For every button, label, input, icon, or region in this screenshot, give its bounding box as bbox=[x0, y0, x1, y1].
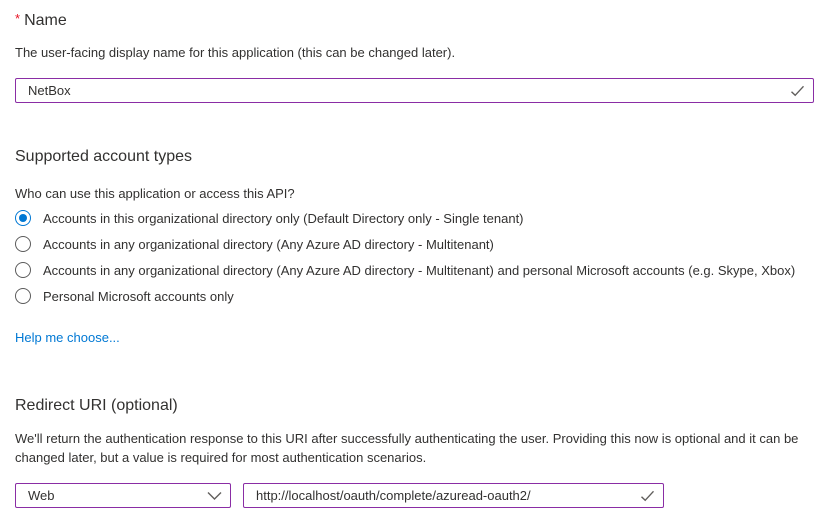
platform-select-value: Web bbox=[28, 488, 55, 503]
app-registration-form bbox=[0, 11, 829, 508]
account-types-radio-group bbox=[15, 210, 814, 304]
radio-button-icon[interactable] bbox=[15, 210, 31, 226]
redirect-uri-description: We'll return the authentication response to this URI after successfully authenticating the user. Providing this now is optional and it can be changed later, but a value is required for most authentication scenarios. bbox=[15, 431, 799, 465]
redirect-uri-controls bbox=[15, 483, 814, 508]
radio-button-icon[interactable] bbox=[15, 262, 31, 278]
radio-option-single-tenant[interactable] bbox=[15, 210, 814, 226]
radio-option-label: Accounts in this organizational directory only (Default Directory only - Single tenant) bbox=[43, 210, 524, 226]
uri-input-wrap bbox=[243, 483, 664, 508]
account-types-section-title: Supported account types bbox=[15, 148, 193, 165]
chevron-down-icon[interactable] bbox=[207, 491, 222, 500]
name-input[interactable] bbox=[15, 78, 814, 103]
radio-option-personal-only[interactable] bbox=[15, 288, 814, 304]
name-description: The user-facing display name for this application (this can be changed later). bbox=[15, 45, 456, 60]
radio-option-label: Accounts in any organizational directory (Any Azure AD directory - Multitenant) and personal Microsoft accounts (e.g. Skype, Xbox) bbox=[43, 262, 796, 278]
required-asterisk: * bbox=[15, 11, 21, 26]
radio-option-multitenant-personal[interactable] bbox=[15, 262, 814, 278]
radio-option-label: Accounts in any organizational directory (Any Azure AD directory - Multitenant) bbox=[43, 236, 494, 252]
redirect-uri-section-title: Redirect URI (optional) bbox=[15, 397, 178, 414]
help-me-choose-link[interactable]: Help me choose... bbox=[15, 330, 120, 345]
account-types-question: Who can use this application or access this API? bbox=[15, 186, 295, 201]
name-section-title-text: Name bbox=[24, 12, 67, 29]
radio-button-icon[interactable] bbox=[15, 288, 31, 304]
name-section-title bbox=[15, 11, 814, 31]
platform-select[interactable] bbox=[15, 483, 231, 508]
platform-select-wrap bbox=[15, 483, 231, 508]
redirect-uri-input[interactable] bbox=[243, 483, 664, 508]
radio-option-multitenant[interactable] bbox=[15, 236, 814, 252]
radio-button-icon[interactable] bbox=[15, 236, 31, 252]
name-input-wrap bbox=[15, 78, 814, 103]
radio-option-label: Personal Microsoft accounts only bbox=[43, 288, 234, 304]
